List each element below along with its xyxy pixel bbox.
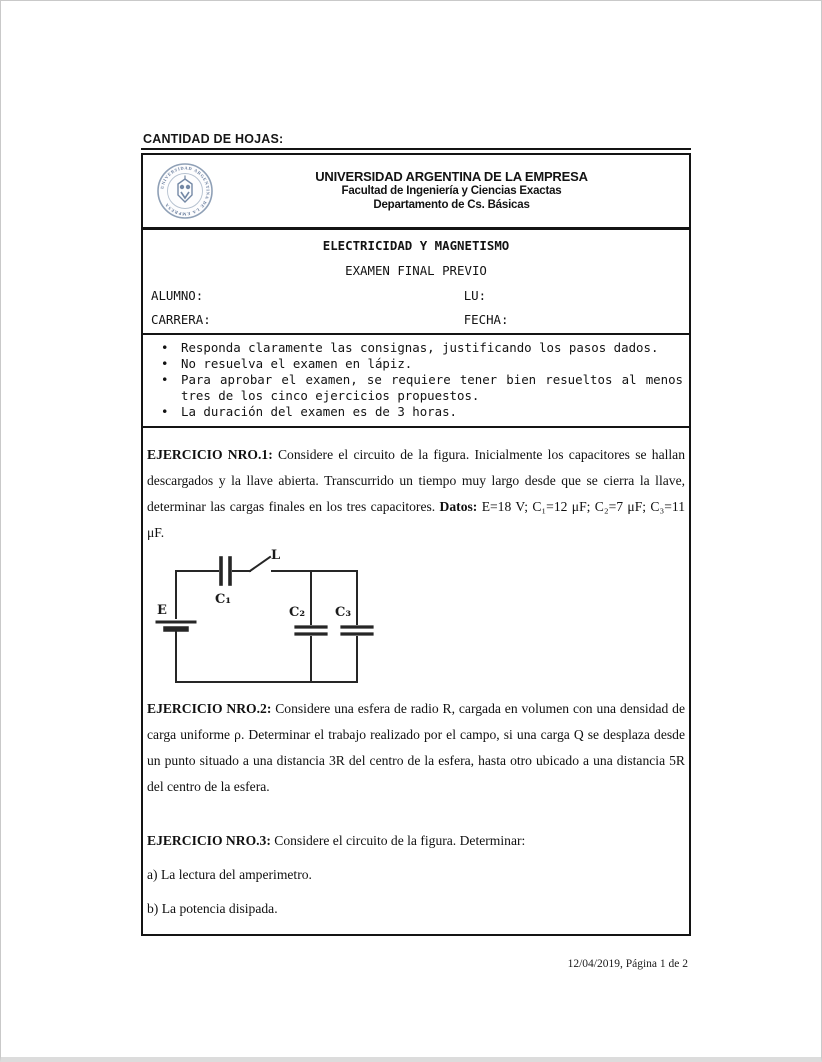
subject-title: ELECTRICIDAD Y MAGNETISMO [322, 238, 510, 253]
bullet-icon: • [161, 404, 169, 419]
exercises-row [143, 428, 689, 934]
instruction-item [159, 404, 683, 420]
exercise-2-body: Considere una esfera de radio R, cargada en volumen con una densidad de carga uniforme ρ. Determinar el trabajo realizado por el campo, si una carga Q se desplaza desde un punto situado a una distancia 3R del centro de la esfera, hasta otro ubicado a una distancia 5R del centro de la esfera. [147, 701, 685, 794]
label-capacitor-c1: C₁ [215, 592, 232, 607]
instruction-text: No resuelva el examen en lápiz. [181, 356, 413, 371]
exam-frame [141, 153, 691, 936]
carrera-field-label: CARRERA: [151, 312, 211, 327]
university-name-block [214, 170, 689, 212]
label-capacitor-c3: C₃ [335, 605, 352, 620]
instructions-list [159, 340, 683, 420]
instruction-item [159, 356, 683, 372]
label-switch-l: L [271, 548, 281, 563]
header-row [143, 155, 689, 230]
alumno-field-label: ALUMNO: [151, 288, 204, 303]
faculty-name: Facultad de Ingeniería y Ciencias Exactas [341, 185, 562, 197]
exercise-1-label: EJERCICIO NRO.1: [147, 447, 273, 462]
exercise-3-item-b: b) La potencia disipada. [147, 901, 278, 916]
instruction-text: La duración del examen es de 3 horas. [181, 404, 458, 419]
exam-document [141, 132, 691, 936]
exercise-1-datos-label: Datos: [439, 499, 478, 514]
exercise-2-text [147, 696, 685, 800]
instruction-item [159, 340, 683, 356]
university-seal-logo [156, 162, 214, 220]
title-row [143, 230, 689, 335]
university-name: UNIVERSIDAD ARGENTINA DE LA EMPRESA [315, 169, 588, 184]
exam-type-title: EXAMEN FINAL PREVIO [345, 263, 487, 278]
fecha-field-label: FECHA: [463, 312, 509, 327]
lu-field-label: LU: [463, 288, 487, 303]
instruction-item [159, 372, 683, 404]
exercise-1-datos-value: E=18 V; C₁=12 μF; C₂=7 μF; C₃=11 μF. [147, 499, 685, 540]
instruction-text: Responda claramente las consignas, justificando los pasos dados. [181, 340, 659, 355]
label-capacitor-c2: C₂ [289, 605, 306, 620]
exercise-2-label: EJERCICIO NRO.2: [147, 701, 272, 716]
bullet-icon: • [161, 372, 169, 387]
label-source-e: E [157, 603, 167, 618]
circuit-figure [151, 548, 383, 692]
exercise-3-text [147, 828, 685, 854]
cantidad-de-hojas-label: CANTIDAD DE HOJAS: [141, 132, 691, 150]
instructions-row [143, 335, 689, 428]
exercise-3-item-a: a) La lectura del amperimetro. [147, 867, 312, 882]
bullet-icon: • [161, 340, 169, 355]
department-name: Departamento de Cs. Básicas [373, 199, 530, 211]
student-fields-row-1 [151, 288, 681, 303]
exercise-3-body: Considere el circuito de la figura. Determinar: [270, 833, 526, 848]
exercise-3-label: EJERCICIO NRO.3: [147, 833, 271, 848]
switch-blade [250, 557, 270, 571]
exercise-1-text [147, 442, 685, 546]
exercise-1-body: Considere el circuito de la figura. Inicialmente los capacitores se hallan descargados y la llave abierta. Transcurrido un tiempo muy largo desde que se cierra la llave, determinar las cargas finales en los tres capacitores. [147, 447, 685, 514]
instruction-text: Para aprobar el examen, se requiere tener bien resueltos al menos tres de los cinco ejercicios propuestos. [181, 372, 683, 403]
page-footer: 12/04/2019, Página 1 de 2 [567, 958, 688, 970]
bullet-icon: • [161, 356, 169, 371]
student-fields-row-2 [151, 312, 681, 327]
seal-ring-text: UNIVERSIDAD ARGENTINA DE LA EMPRESA [159, 165, 211, 217]
